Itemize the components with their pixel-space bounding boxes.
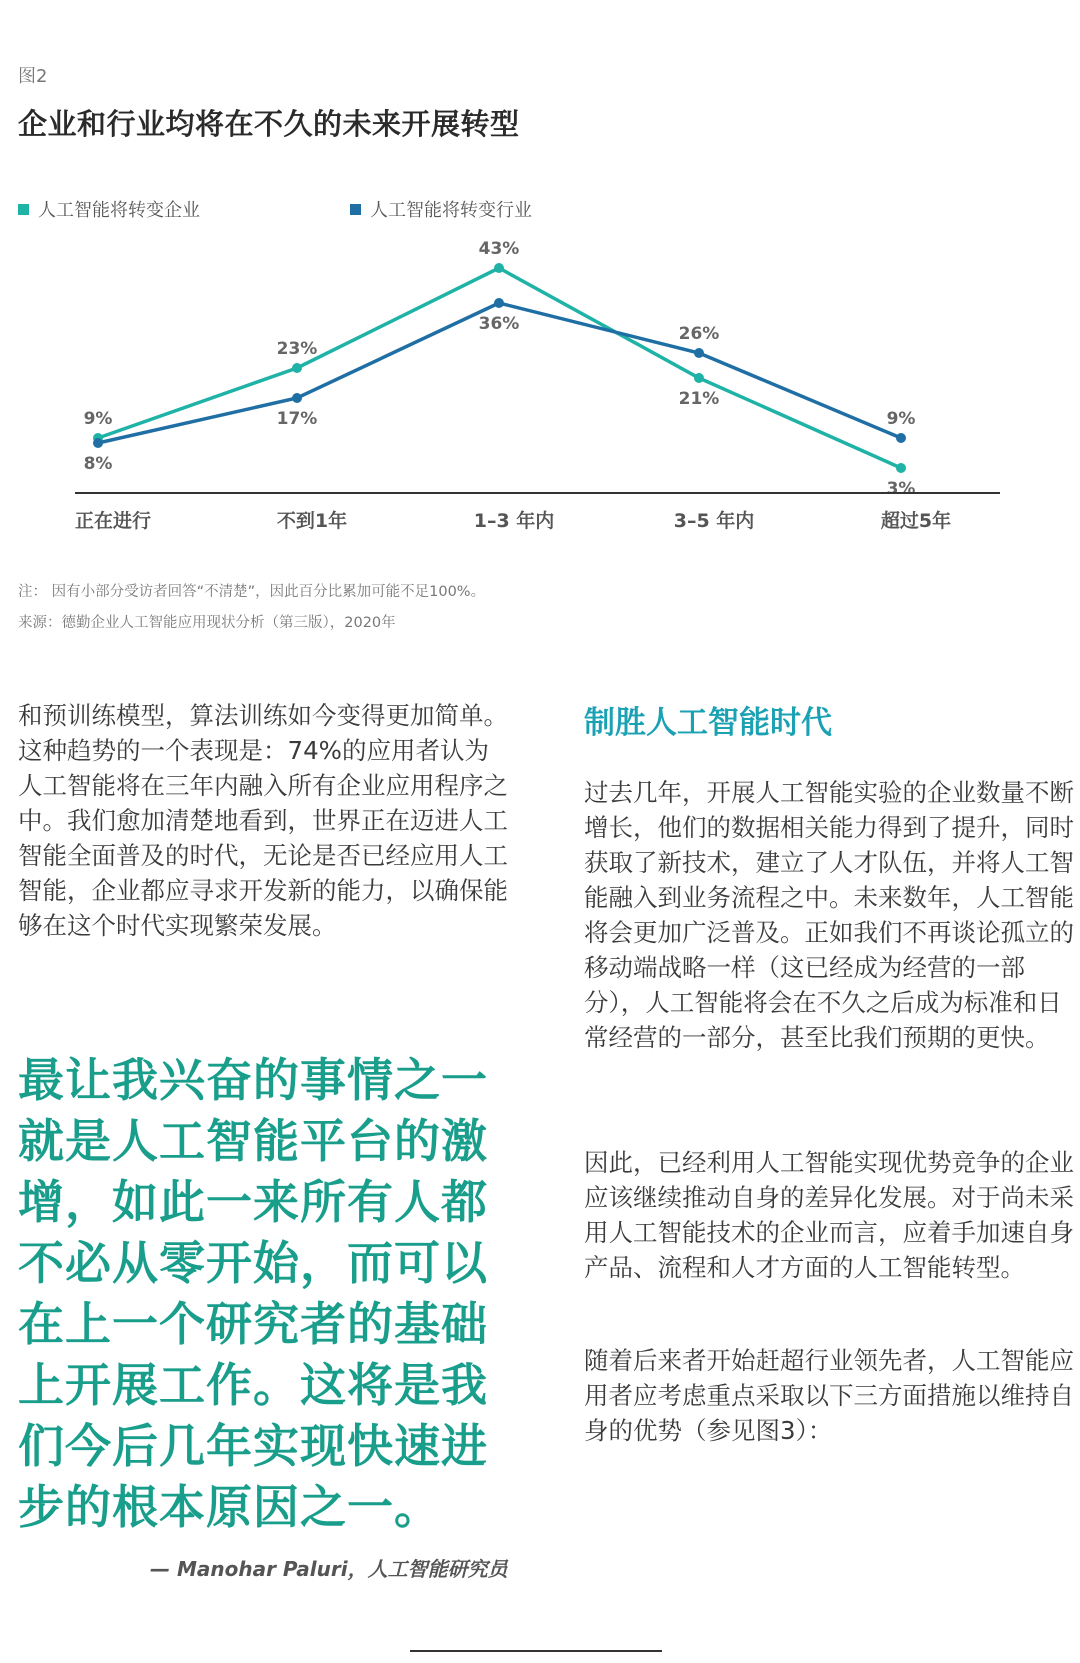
pull-quote: 最让我兴奋的事情之一就是人工智能平台的激增，如此一来所有人都不必从零开始，而可以在上一个研究者的基础上开展工作。这将是我们今后几年实现快速进步的根本原因之一。: [18, 1053, 488, 1534]
x-tick-label-0: 正在进行: [74, 510, 152, 532]
x-tick-label-4: 超过5年: [880, 510, 952, 532]
figure-title: 企业和行业均将在不久的未来开展转型: [18, 107, 520, 141]
data-point-industry-1: [292, 393, 302, 403]
data-label-industry-1: 17%: [276, 409, 318, 429]
chart-source: 来源：德勤企业人工智能应用现状分析（第三版），2020年: [18, 615, 396, 631]
data-point-industry-3: [694, 348, 704, 358]
section-heading: 制胜人工智能时代: [584, 705, 832, 741]
legend-swatch-enterprise: [18, 204, 29, 215]
data-label-enterprise-0: 9%: [83, 409, 113, 429]
legend-swatch-industry: [350, 204, 361, 215]
line-chart: [0, 225, 1080, 555]
data-label-industry-2: 36%: [478, 314, 520, 334]
x-tick-label-3: 3–5 年内: [673, 510, 755, 532]
data-label-enterprise-4: 3%: [886, 479, 916, 499]
data-point-enterprise-3: [694, 373, 704, 383]
data-label-industry-3: 26%: [678, 324, 720, 344]
right-paragraph-3: 随着后来者开始赶超行业领先者，人工智能应用者应考虑重点采取以下三方面措施以维持自身的优势（参见图3）：: [584, 1346, 1074, 1445]
legend-label-enterprise: 人工智能将转变企业: [38, 200, 200, 221]
data-point-enterprise-2: [494, 263, 504, 273]
right-paragraph-1: 过去几年，开展人工智能实验的企业数量不断增长，他们的数据相关能力得到了提升，同时获取了新技术，建立了人才队伍，并将人工智能融入到业务流程之中。未来数年，人工智能将会更加广泛普及。正如我们不再谈论孤立的移动端战略一样（这已经成为经营的一部分），人工智能将会在不久之后成为标准和日常经营的一部分，甚至比我们预期的更快。: [584, 778, 1074, 1052]
data-point-industry-4: [896, 433, 906, 443]
quote-attribution: — Manohar Paluri，人工智能研究员: [150, 1557, 508, 1581]
left-body-text: 和预训练模型，算法训练如今变得更加简单。这种趋势的一个表现是：74%的应用者认为人工智能将在三年内融入所有企业应用程序之中。我们愈加清楚地看到，世界正在迈进人工智能全面普及的时代，无论是否已经应用人工智能，企业都应寻求开发新的能力，以确保能够在这个时代实现繁荣发展。: [18, 701, 508, 940]
right-paragraph-2: 因此，已经利用人工智能实现优势竞争的企业应该继续推动自身的差异化发展。对于尚未采用人工智能技术的企业而言，应着手加速自身产品、流程和人才方面的人工智能转型。: [584, 1148, 1074, 1282]
data-point-industry-0: [93, 438, 103, 448]
chart-note: 注： 因有小部分受访者回答“不清楚”，因此百分比累加可能不足100%。: [18, 584, 486, 600]
data-label-enterprise-3: 21%: [678, 389, 720, 409]
x-tick-label-1: 不到1年: [276, 510, 348, 532]
series-line-enterprise: [98, 268, 901, 468]
figure-number: 图2: [18, 66, 48, 87]
data-label-industry-0: 8%: [83, 454, 113, 474]
data-label-enterprise-2: 43%: [478, 239, 520, 259]
data-point-enterprise-1: [292, 363, 302, 373]
data-label-industry-4: 9%: [886, 409, 916, 429]
data-point-industry-2: [494, 298, 504, 308]
legend-item-enterprise: [18, 196, 200, 222]
x-tick-label-2: 1–3 年内: [473, 510, 555, 532]
legend-item-industry: [350, 196, 532, 222]
data-point-enterprise-4: [896, 463, 906, 473]
data-label-enterprise-1: 23%: [276, 339, 318, 359]
legend-label-industry: 人工智能将转变行业: [370, 200, 532, 221]
bottom-divider: [410, 1650, 662, 1652]
